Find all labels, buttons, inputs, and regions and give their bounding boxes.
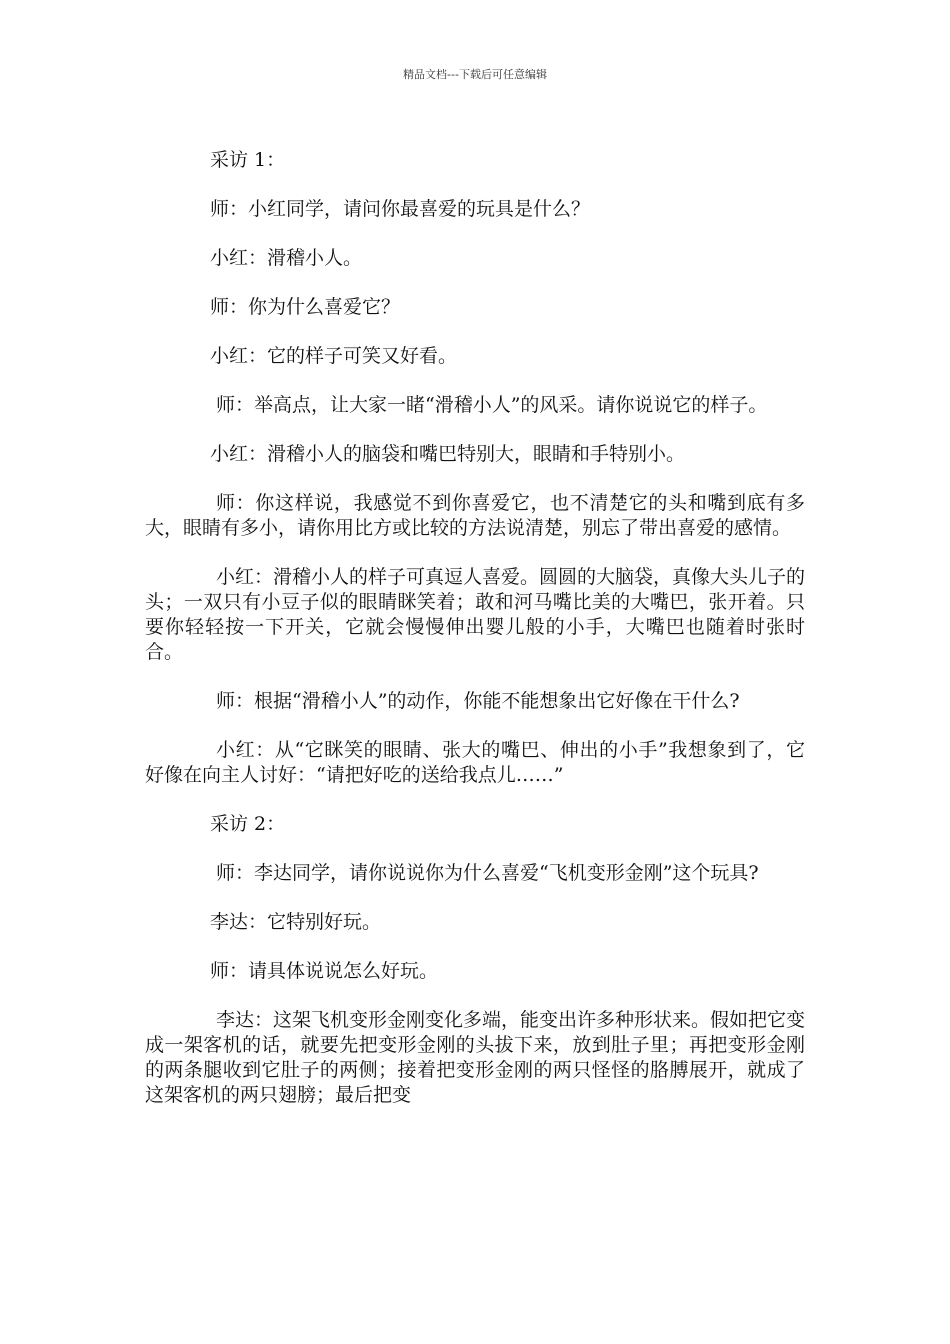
paragraph: 小红：滑稽小人的脑袋和嘴巴特别大，眼睛和手特别小。 [210,443,686,465]
paragraph: 师：请具体说说怎么好玩。 [210,960,439,982]
paragraph-interview-1-heading: 采访 1： [210,149,286,171]
document-body [145,148,805,1132]
paragraph: 小红：从“它眯笑的眼睛、张大的嘴巴、伸出的小手”我想象到了，它好像在向主人讨好：“请把好吃的送给我点儿……” [145,739,805,786]
paragraph: 师：根据“滑稽小人”的动作，你能不能想象出它好像在干什么? [216,690,740,712]
paragraph: 师：你这样说，我感觉不到你喜爱它，也不清楚它的头和嘴到底有多大，眼睛有多小，请你用比方或比较的方法说清楚，别忘了带出喜爱的感情。 [145,492,805,539]
paragraph: 师：你为什么喜爱它？ [210,296,401,318]
paragraph: 小红：它的样子可笑又好看。 [210,345,458,367]
page-header: 精品文档---下载后可任意编辑 [403,68,547,81]
paragraph: 师：小红同学，请问你最喜爱的玩具是什么？ [210,198,591,220]
paragraph: 师：举高点，让大家一睹“滑稽小人”的风采。请你说说它的样子。 [216,394,768,416]
paragraph: 师：李达同学，请你说说你为什么喜爱“飞机变形金刚”这个玩具? [216,862,759,884]
paragraph: 李达：这架飞机变形金刚变化多端，能变出许多种形状来。假如把它变成一架客机的话，就要先把变形金刚的头拔下来，放到肚子里；再把变形金刚的两条腿收到它肚子的两侧；接着把变形金刚的两只怪怪的胳膊展开，就成了这架客机的两只翅膀；最后把变 [145,1009,806,1106]
paragraph: 小红：滑稽小人。 [210,247,363,269]
paragraph-interview-2-heading: 采访 2： [210,813,286,835]
paragraph: 李达：它特别好玩。 [210,911,382,933]
paragraph: 小红：滑稽小人的样子可真逗人喜爱。圆圆的大脑袋，真像大头儿子的头；一双只有小豆子似的眼睛眯笑着；敢和河马嘴比美的大嘴巴，张开着。只要你轻轻按一下开关，它就会慢慢伸出婴儿般的小手，大嘴巴也随着时张时合。 [145,566,806,663]
